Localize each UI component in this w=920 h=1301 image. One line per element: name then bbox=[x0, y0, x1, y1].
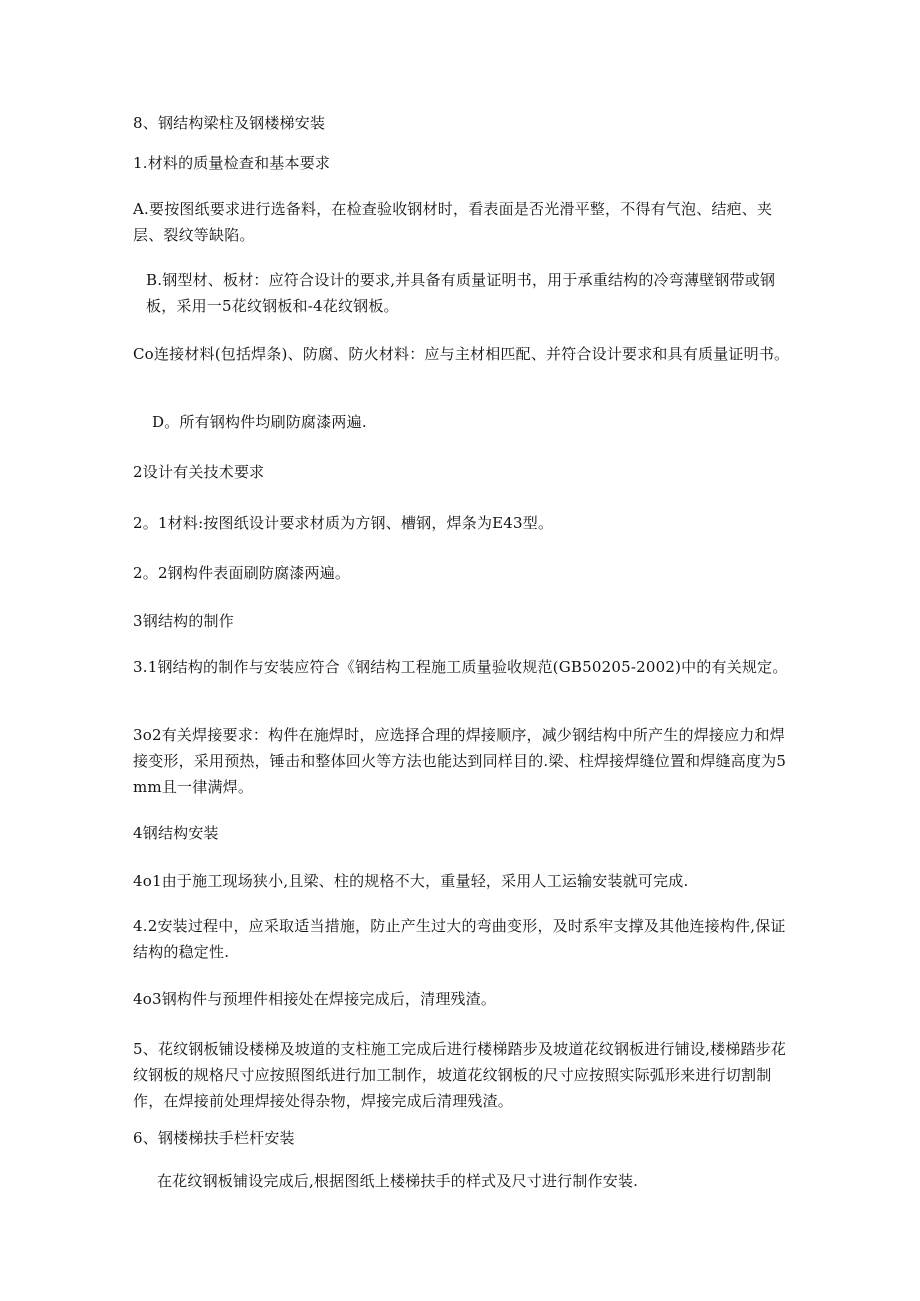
paragraph-3-1: 3.1钢结构的制作与安装应符合《钢结构工程施工质量验收规范(GB50205-2002)中的有关规定。 bbox=[133, 658, 788, 676]
section-title-6: 6、钢楼梯扶手栏杆安装 bbox=[133, 1129, 295, 1147]
paragraph-2-1: 2。1材料:按图纸设计要求材质为方钢、槽钢，焊条为E43型。 bbox=[133, 514, 554, 532]
section-title-8: 8、钢结构梁柱及钢楼梯安装 bbox=[133, 114, 326, 132]
paragraph-b: B.钢型材、板材：应符合设计的要求,并具备有质量证明书，用于承重结构的冷弯薄壁钢带或钢板，采用一5花纹钢板和-4花纹钢板。 bbox=[146, 271, 776, 315]
paragraph-c: Co连接材料(包括焊条)、防腐、防火材料：应与主材相匹配、并符合设计要求和具有质量证明书。 bbox=[133, 345, 790, 363]
paragraph-4-2: 4.2安装过程中，应采取适当措施，防止产生过大的弯曲变形，及时系牢支撑及其他连接构件,保证结构的稳定性. bbox=[133, 917, 786, 961]
section-title-2: 2设计有关技术要求 bbox=[133, 463, 265, 481]
section-title-3: 3钢结构的制作 bbox=[133, 612, 234, 630]
paragraph-2-2: 2。2钢构件表面刷防腐漆两遍。 bbox=[133, 564, 351, 582]
paragraph-3-2: 3o2有关焊接要求：构件在施焊时，应选择合理的焊接顺序，减少钢结构中所产生的焊接应力和焊接变形，采用预热，锤击和整体回火等方法也能达到同样目的.梁、柱焊接焊缝位置和焊缝高度为5mm且一律满焊。 bbox=[133, 726, 787, 796]
paragraph-5: 5、花纹钢板铺设楼梯及坡道的支柱施工完成后进行楼梯踏步及坡道花纹钢板进行铺设,楼梯踏步花纹钢板的规格尺寸应按照图纸进行加工制作，坡道花纹钢板的尺寸应按照实际弧形来进行切割制作，在焊接前处理焊接处得杂物，焊接完成后清理残渣。 bbox=[133, 1040, 787, 1110]
paragraph-a: A.要按图纸要求进行选备料，在检查验收钢材时，看表面是否光滑平整，不得有气泡、结疤、夹层、裂纹等缺陷。 bbox=[133, 200, 773, 244]
paragraph-6: 在花纹钢板铺设完成后,根据图纸上楼梯扶手的样式及尺寸进行制作安装. bbox=[157, 1172, 639, 1190]
paragraph-4-1: 4o1由于施工现场狭小,且梁、柱的规格不大，重量轻，采用人工运输安装就可完成. bbox=[133, 872, 689, 890]
section-title-4: 4钢结构安装 bbox=[133, 824, 219, 842]
subsection-title-1: 1.材料的质量检查和基本要求 bbox=[133, 154, 331, 172]
paragraph-4-3: 4o3钢构件与预埋件相接处在焊接完成后，清理残渣。 bbox=[133, 990, 497, 1008]
paragraph-d: D。所有钢构件均刷防腐漆两遍. bbox=[152, 413, 367, 431]
